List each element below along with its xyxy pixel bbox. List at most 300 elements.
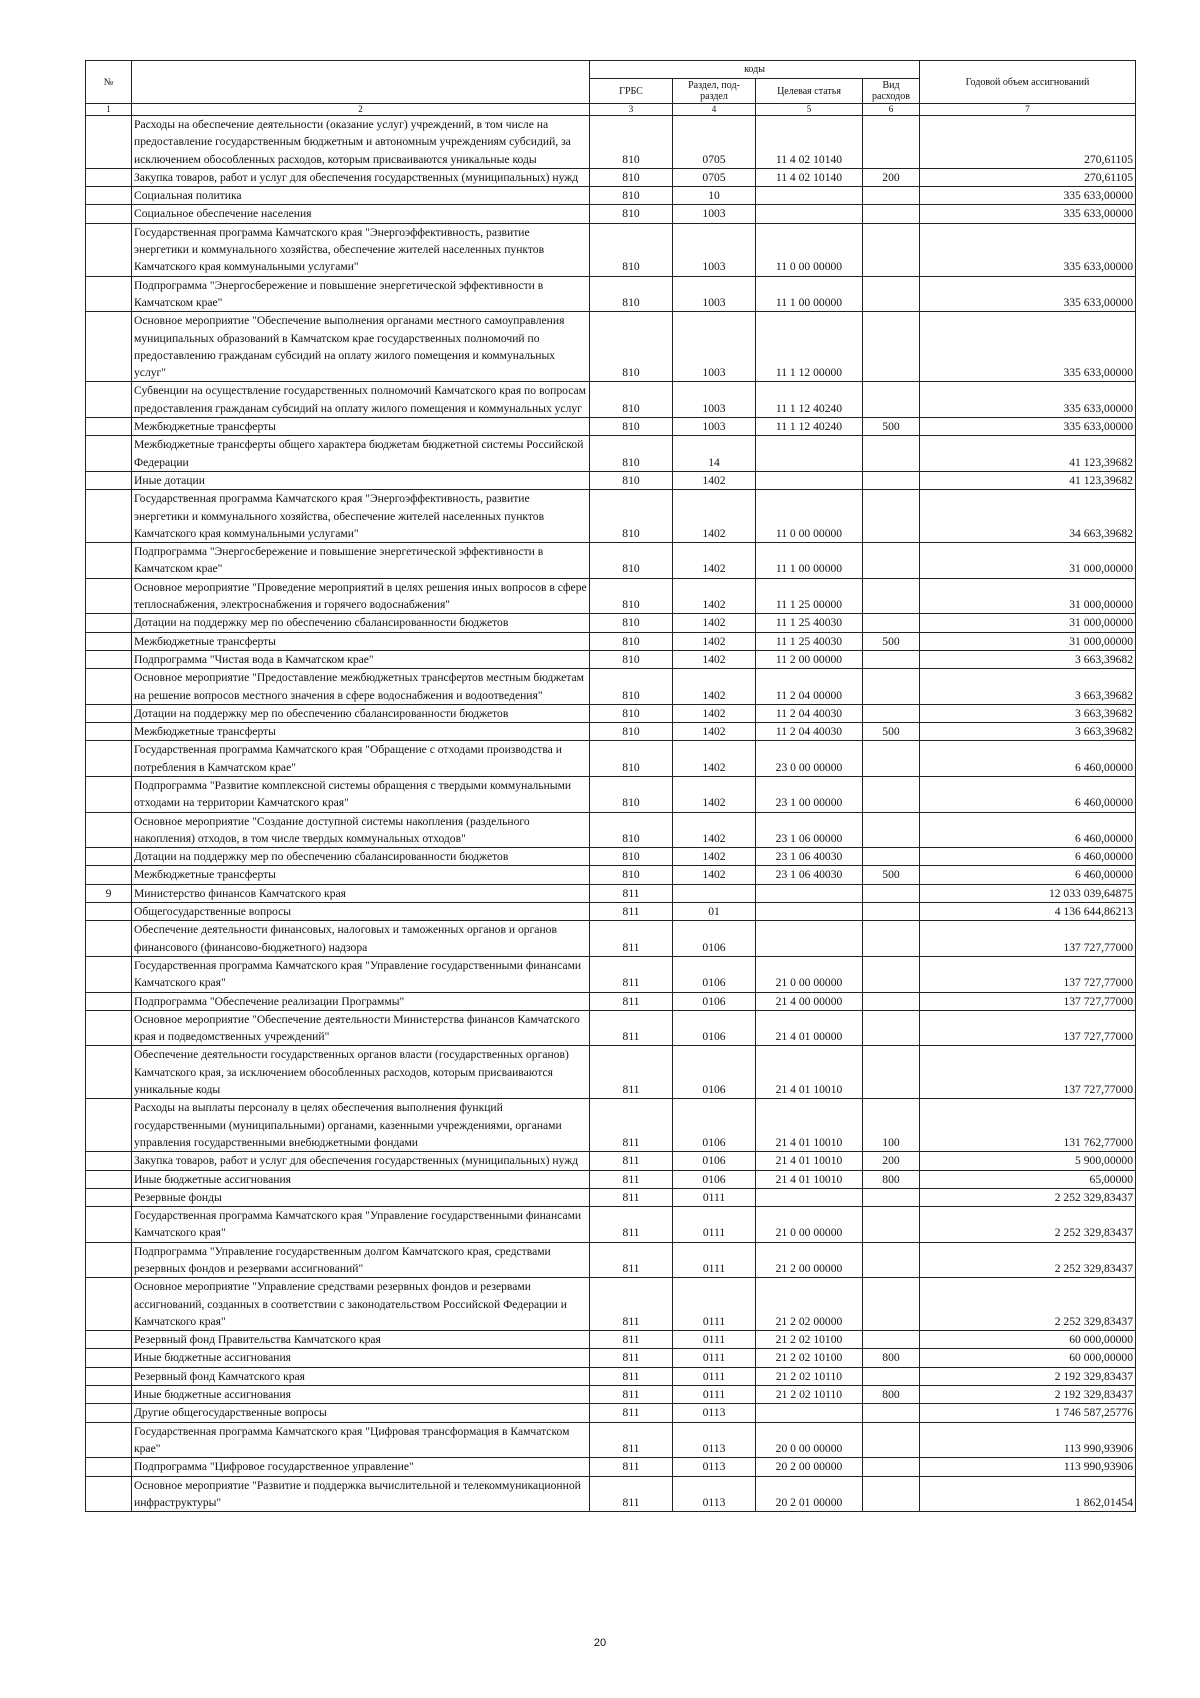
row-target [756, 471, 863, 489]
table-row [86, 1188, 1136, 1206]
column-number: 4 [673, 104, 756, 116]
row-name: Государственная программа Камчатского края "Цифровая трансформация в Камчатском крае" [132, 1422, 590, 1458]
table-row [86, 1422, 1136, 1458]
row-expense-type [863, 116, 920, 169]
row-grbs: 811 [590, 956, 673, 992]
table-row [86, 776, 1136, 812]
row-name: Резервный фонд Камчатского края [132, 1367, 590, 1385]
row-target: 21 4 01 10010 [756, 1099, 863, 1152]
row-number [86, 1386, 132, 1404]
row-number [86, 1207, 132, 1243]
row-expense-type [863, 543, 920, 579]
row-expense-type [863, 669, 920, 705]
row-number [86, 956, 132, 992]
row-name: Дотации на поддержку мер по обеспечению сбалансированности бюджетов [132, 614, 590, 632]
row-amount: 5 900,00000 [920, 1152, 1136, 1170]
row-number [86, 382, 132, 418]
row-name: Иные бюджетные ассигнования [132, 1349, 590, 1367]
row-grbs: 810 [590, 632, 673, 650]
row-expense-type [863, 704, 920, 722]
row-section: 1402 [673, 669, 756, 705]
row-number [86, 669, 132, 705]
row-expense-type: 800 [863, 1349, 920, 1367]
row-target [756, 1404, 863, 1422]
row-expense-type [863, 1207, 920, 1243]
row-number [86, 1458, 132, 1476]
row-expense-type [863, 1188, 920, 1206]
row-name: Межбюджетные трансферты общего характера бюджетам бюджетной системы Российской Федерации [132, 436, 590, 472]
row-name: Обеспечение деятельности государственных органов власти (государственных органов) Камчатского края, за исключением обособленных расходов, которым присваиваются уникальные коды [132, 1046, 590, 1099]
row-amount: 3 663,39682 [920, 704, 1136, 722]
header-num: № [86, 61, 132, 104]
page-number: 20 [593, 1637, 607, 1649]
table-row [86, 205, 1136, 223]
row-amount: 65,00000 [920, 1170, 1136, 1188]
row-amount: 131 762,77000 [920, 1099, 1136, 1152]
row-grbs: 810 [590, 578, 673, 614]
row-name: Социальная политика [132, 187, 590, 205]
row-number [86, 866, 132, 884]
row-expense-type [863, 650, 920, 668]
row-target: 11 1 00 00000 [756, 276, 863, 312]
row-name: Дотации на поддержку мер по обеспечению сбалансированности бюджетов [132, 848, 590, 866]
row-expense-type: 200 [863, 168, 920, 186]
row-section: 0113 [673, 1422, 756, 1458]
row-number [86, 1152, 132, 1170]
column-number: 6 [863, 104, 920, 116]
row-name: Основное мероприятие "Предоставление межбюджетных трансфертов местным бюджетам на решение вопросов местного значения в сфере водоснабжения и водоотведения" [132, 669, 590, 705]
row-grbs: 810 [590, 650, 673, 668]
row-target: 11 1 12 00000 [756, 312, 863, 382]
row-expense-type [863, 490, 920, 543]
table-row [86, 1331, 1136, 1349]
row-section: 0111 [673, 1207, 756, 1243]
row-grbs: 810 [590, 723, 673, 741]
row-number [86, 1170, 132, 1188]
row-grbs: 811 [590, 1188, 673, 1206]
row-grbs: 811 [590, 1422, 673, 1458]
row-section: 1402 [673, 866, 756, 884]
row-expense-type [863, 776, 920, 812]
row-section: 1402 [673, 471, 756, 489]
row-number [86, 1331, 132, 1349]
row-section: 1402 [673, 578, 756, 614]
table-row [86, 632, 1136, 650]
row-expense-type [863, 436, 920, 472]
row-section: 1003 [673, 382, 756, 418]
row-number [86, 1367, 132, 1385]
row-section: 0111 [673, 1278, 756, 1331]
row-grbs: 811 [590, 1010, 673, 1046]
row-name: Государственная программа Камчатского края "Энергоэффективность, развитие энергетики и коммунального хозяйства, обеспечение жителей населенных пунктов Камчатского края коммунальными услугами" [132, 223, 590, 276]
row-amount: 335 633,00000 [920, 276, 1136, 312]
row-number [86, 903, 132, 921]
row-section: 1402 [673, 614, 756, 632]
row-target: 23 1 06 40030 [756, 866, 863, 884]
column-number: 2 [132, 104, 590, 116]
row-target [756, 187, 863, 205]
row-number [86, 205, 132, 223]
row-expense-type [863, 848, 920, 866]
row-expense-type [863, 205, 920, 223]
row-expense-type [863, 1046, 920, 1099]
row-number [86, 632, 132, 650]
row-target [756, 1188, 863, 1206]
row-amount: 335 633,00000 [920, 187, 1136, 205]
row-grbs: 810 [590, 382, 673, 418]
row-grbs: 811 [590, 921, 673, 957]
table-row [86, 1349, 1136, 1367]
row-grbs: 810 [590, 543, 673, 579]
row-section: 0106 [673, 921, 756, 957]
row-expense-type: 800 [863, 1386, 920, 1404]
table-row [86, 848, 1136, 866]
row-grbs: 810 [590, 490, 673, 543]
table-row [86, 1367, 1136, 1385]
row-number [86, 1046, 132, 1099]
row-section: 0111 [673, 1349, 756, 1367]
row-number [86, 723, 132, 741]
row-grbs: 811 [590, 992, 673, 1010]
row-target: 21 0 00 00000 [756, 956, 863, 992]
table-row [86, 903, 1136, 921]
table-row [86, 490, 1136, 543]
row-target: 21 4 00 00000 [756, 992, 863, 1010]
row-name: Общегосударственные вопросы [132, 903, 590, 921]
row-number [86, 741, 132, 777]
row-target: 21 4 01 00000 [756, 1010, 863, 1046]
row-expense-type [863, 1458, 920, 1476]
row-section: 1402 [673, 490, 756, 543]
row-amount: 2 252 329,83437 [920, 1188, 1136, 1206]
table-row [86, 1099, 1136, 1152]
row-name: Основное мероприятие "Обеспечение деятельности Министерства финансов Камчатского края и подведомственных учреждений" [132, 1010, 590, 1046]
table-row [86, 669, 1136, 705]
row-amount: 2 252 329,83437 [920, 1242, 1136, 1278]
row-name: Межбюджетные трансферты [132, 866, 590, 884]
row-grbs: 810 [590, 187, 673, 205]
row-amount: 31 000,00000 [920, 632, 1136, 650]
row-amount: 12 033 039,64875 [920, 884, 1136, 902]
row-section: 1003 [673, 223, 756, 276]
row-grbs: 811 [590, 1476, 673, 1512]
table-row [86, 1010, 1136, 1046]
row-amount: 137 727,77000 [920, 1010, 1136, 1046]
row-expense-type [863, 187, 920, 205]
row-section [673, 884, 756, 902]
budget-table [85, 60, 1136, 1512]
row-target: 11 0 00 00000 [756, 490, 863, 543]
row-target: 11 1 25 40030 [756, 632, 863, 650]
row-target: 21 4 01 10010 [756, 1046, 863, 1099]
row-section: 1402 [673, 704, 756, 722]
table-row [86, 116, 1136, 169]
table-row [86, 741, 1136, 777]
table-body [86, 116, 1136, 1512]
row-name: Иные бюджетные ассигнования [132, 1386, 590, 1404]
row-name: Закупка товаров, работ и услуг для обеспечения государственных (муниципальных) нужд [132, 1152, 590, 1170]
header-codes: коды [590, 61, 920, 79]
row-number [86, 614, 132, 632]
row-target: 11 1 12 40240 [756, 382, 863, 418]
row-name: Государственная программа Камчатского края "Энергоэффективность, развитие энергетики и коммунального хозяйства, обеспечение жителей населенных пунктов Камчатского края коммунальными услугами" [132, 490, 590, 543]
row-section: 1402 [673, 848, 756, 866]
header-target: Целевая статья [756, 79, 863, 104]
row-name: Другие общегосударственные вопросы [132, 1404, 590, 1422]
row-number [86, 921, 132, 957]
row-name: Подпрограмма "Чистая вода в Камчатском крае" [132, 650, 590, 668]
row-target: 21 2 02 10110 [756, 1367, 863, 1385]
row-expense-type [863, 382, 920, 418]
row-target: 21 2 02 00000 [756, 1278, 863, 1331]
row-amount: 137 727,77000 [920, 1046, 1136, 1099]
row-target: 23 1 06 00000 [756, 812, 863, 848]
row-grbs: 811 [590, 1046, 673, 1099]
row-amount: 335 633,00000 [920, 418, 1136, 436]
row-amount: 270,61105 [920, 168, 1136, 186]
row-grbs: 810 [590, 205, 673, 223]
row-name: Министерство финансов Камчатского края [132, 884, 590, 902]
row-number [86, 1349, 132, 1367]
table-row [86, 866, 1136, 884]
row-section: 0106 [673, 1099, 756, 1152]
row-target: 21 4 01 10010 [756, 1170, 863, 1188]
row-expense-type [863, 992, 920, 1010]
row-amount: 2 252 329,83437 [920, 1278, 1136, 1331]
row-expense-type [863, 223, 920, 276]
row-grbs: 810 [590, 223, 673, 276]
row-target [756, 205, 863, 223]
row-amount: 137 727,77000 [920, 992, 1136, 1010]
row-name: Иные бюджетные ассигнования [132, 1170, 590, 1188]
row-amount: 41 123,39682 [920, 471, 1136, 489]
table-row [86, 168, 1136, 186]
column-number: 1 [86, 104, 132, 116]
row-number [86, 1010, 132, 1046]
row-amount: 41 123,39682 [920, 436, 1136, 472]
header-name [132, 61, 590, 104]
row-target: 21 0 00 00000 [756, 1207, 863, 1243]
table-row [86, 1170, 1136, 1188]
table-row [86, 1278, 1136, 1331]
row-target: 21 2 02 10100 [756, 1331, 863, 1349]
row-target: 11 0 00 00000 [756, 223, 863, 276]
row-expense-type: 800 [863, 1170, 920, 1188]
table-row [86, 1458, 1136, 1476]
row-expense-type [863, 276, 920, 312]
table-row [86, 187, 1136, 205]
row-name: Основное мероприятие "Обеспечение выполнения органами местного самоуправления муниципальных образований в Камчатском крае государственных полномочий по предоставлению гражданам субсидий на оплату жилого помещения и коммунальных услуг" [132, 312, 590, 382]
row-amount: 60 000,00000 [920, 1331, 1136, 1349]
row-section: 1003 [673, 418, 756, 436]
row-grbs: 811 [590, 1099, 673, 1152]
row-section: 0113 [673, 1404, 756, 1422]
row-amount: 2 252 329,83437 [920, 1207, 1136, 1243]
row-expense-type [863, 1367, 920, 1385]
row-expense-type [863, 921, 920, 957]
row-grbs: 810 [590, 276, 673, 312]
row-expense-type: 500 [863, 632, 920, 650]
header-grbs: ГРБС [590, 79, 673, 104]
row-name: Основное мероприятие "Развитие и поддержка вычислительной и телекоммуникационной инфраструктуры" [132, 1476, 590, 1512]
row-amount: 31 000,00000 [920, 614, 1136, 632]
table-row [86, 436, 1136, 472]
header-expense-type: Вид расходов [863, 79, 920, 104]
row-name: Подпрограмма "Энергосбережение и повышение энергетической эффективности в Камчатском крае" [132, 543, 590, 579]
row-section: 0106 [673, 956, 756, 992]
row-grbs: 810 [590, 704, 673, 722]
row-name: Подпрограмма "Энергосбережение и повышение энергетической эффективности в Камчатском крае" [132, 276, 590, 312]
row-grbs: 810 [590, 741, 673, 777]
table-row [86, 1386, 1136, 1404]
row-name: Межбюджетные трансферты [132, 632, 590, 650]
row-amount: 113 990,93906 [920, 1458, 1136, 1476]
table-row [86, 992, 1136, 1010]
row-section: 0111 [673, 1188, 756, 1206]
row-target: 23 0 00 00000 [756, 741, 863, 777]
row-target: 20 0 00 00000 [756, 1422, 863, 1458]
row-grbs: 810 [590, 776, 673, 812]
row-grbs: 811 [590, 1170, 673, 1188]
row-section: 0106 [673, 992, 756, 1010]
row-section: 0113 [673, 1458, 756, 1476]
row-section: 0106 [673, 1152, 756, 1170]
row-section: 0111 [673, 1367, 756, 1385]
row-target: 11 4 02 10140 [756, 116, 863, 169]
row-target [756, 903, 863, 921]
row-number [86, 543, 132, 579]
row-target [756, 921, 863, 957]
row-number [86, 436, 132, 472]
row-number: 9 [86, 884, 132, 902]
row-target: 21 4 01 10010 [756, 1152, 863, 1170]
row-target: 21 2 02 10110 [756, 1386, 863, 1404]
row-amount: 113 990,93906 [920, 1422, 1136, 1458]
row-number [86, 776, 132, 812]
table-row [86, 1046, 1136, 1099]
row-amount: 4 136 644,86213 [920, 903, 1136, 921]
row-expense-type [863, 903, 920, 921]
row-target: 20 2 00 00000 [756, 1458, 863, 1476]
row-expense-type [863, 884, 920, 902]
row-name: Обеспечение деятельности финансовых, налоговых и таможенных органов и органов финансового (финансово-бюджетного) надзора [132, 921, 590, 957]
column-number: 7 [920, 104, 1136, 116]
row-section: 10 [673, 187, 756, 205]
row-grbs: 811 [590, 1242, 673, 1278]
row-number [86, 1422, 132, 1458]
row-section: 1402 [673, 650, 756, 668]
row-expense-type [863, 812, 920, 848]
row-number [86, 312, 132, 382]
row-name: Подпрограмма "Цифровое государственное управление" [132, 1458, 590, 1476]
row-target: 11 1 25 40030 [756, 614, 863, 632]
row-expense-type [863, 741, 920, 777]
row-amount: 3 663,39682 [920, 669, 1136, 705]
row-amount: 6 460,00000 [920, 848, 1136, 866]
table-header [86, 61, 1136, 116]
table-row [86, 921, 1136, 957]
row-name: Субвенции на осуществление государственных полномочий Камчатского края по вопросам предоставления гражданам субсидий на оплату жилого помещения и коммунальных услуг [132, 382, 590, 418]
row-amount: 2 192 329,83437 [920, 1386, 1136, 1404]
row-expense-type [863, 471, 920, 489]
row-number [86, 650, 132, 668]
row-amount: 6 460,00000 [920, 741, 1136, 777]
row-grbs: 810 [590, 312, 673, 382]
row-number [86, 490, 132, 543]
row-expense-type: 100 [863, 1099, 920, 1152]
table-row [86, 1404, 1136, 1422]
row-expense-type [863, 1331, 920, 1349]
table-row [86, 418, 1136, 436]
row-number [86, 418, 132, 436]
row-name: Резервные фонды [132, 1188, 590, 1206]
header-section: Раздел, под-раздел [673, 79, 756, 104]
row-expense-type [863, 956, 920, 992]
table-row [86, 614, 1136, 632]
row-target: 11 1 00 00000 [756, 543, 863, 579]
row-target: 11 4 02 10140 [756, 168, 863, 186]
row-amount: 6 460,00000 [920, 866, 1136, 884]
row-grbs: 811 [590, 884, 673, 902]
row-section: 1003 [673, 205, 756, 223]
row-name: Расходы на выплаты персоналу в целях обеспечения выполнения функций государственными (муниципальными) органами, казенными учреждениями, органами управления государственными внебюджетными фондами [132, 1099, 590, 1152]
row-number [86, 1188, 132, 1206]
row-grbs: 811 [590, 1207, 673, 1243]
row-expense-type [863, 1404, 920, 1422]
row-grbs: 811 [590, 1458, 673, 1476]
row-number [86, 992, 132, 1010]
table-row [86, 312, 1136, 382]
row-target [756, 436, 863, 472]
row-grbs: 811 [590, 903, 673, 921]
row-grbs: 810 [590, 848, 673, 866]
row-number [86, 276, 132, 312]
row-amount: 335 633,00000 [920, 205, 1136, 223]
row-target: 20 2 01 00000 [756, 1476, 863, 1512]
row-name: Подпрограмма "Управление государственным долгом Камчатского края, средствами резервных фондов и резервами ассигнований" [132, 1242, 590, 1278]
row-expense-type [863, 312, 920, 382]
row-target: 21 2 00 00000 [756, 1242, 863, 1278]
row-section: 1402 [673, 543, 756, 579]
row-name: Государственная программа Камчатского края "Обращение с отходами производства и потребления в Камчатском крае" [132, 741, 590, 777]
table-row [86, 382, 1136, 418]
row-target: 11 2 04 40030 [756, 723, 863, 741]
row-target: 11 2 04 40030 [756, 704, 863, 722]
row-name: Межбюджетные трансферты [132, 418, 590, 436]
row-section: 1402 [673, 812, 756, 848]
row-name: Основное мероприятие "Создание доступной системы накопления (раздельного накопления) отходов, в том числе твердых коммунальных отходов" [132, 812, 590, 848]
row-number [86, 1242, 132, 1278]
row-amount: 6 460,00000 [920, 812, 1136, 848]
row-section: 1003 [673, 312, 756, 382]
row-name: Социальное обеспечение населения [132, 205, 590, 223]
row-amount: 137 727,77000 [920, 921, 1136, 957]
row-expense-type [863, 614, 920, 632]
row-grbs: 810 [590, 168, 673, 186]
row-number [86, 578, 132, 614]
row-expense-type: 200 [863, 1152, 920, 1170]
row-grbs: 810 [590, 436, 673, 472]
row-expense-type: 500 [863, 723, 920, 741]
row-expense-type [863, 578, 920, 614]
row-grbs: 810 [590, 116, 673, 169]
row-section: 01 [673, 903, 756, 921]
row-section: 0106 [673, 1010, 756, 1046]
row-number [86, 471, 132, 489]
row-grbs: 811 [590, 1404, 673, 1422]
row-number [86, 187, 132, 205]
table-row [86, 276, 1136, 312]
